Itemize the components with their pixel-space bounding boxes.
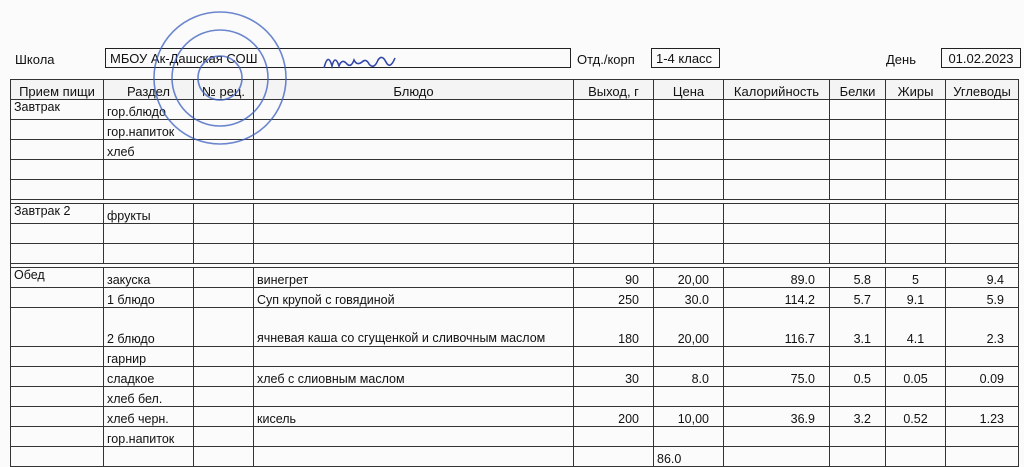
cell-price: 10,00: [654, 407, 724, 427]
col-header: Цена: [654, 80, 724, 100]
cell-meal: [11, 244, 104, 264]
table-row: [11, 427, 1019, 447]
cell-cal: 89.0: [724, 268, 830, 288]
cell-out: 250: [574, 288, 654, 308]
cell-rec: [194, 308, 254, 347]
cell-section: 1 блюдо: [104, 288, 194, 308]
cell-prot: 5.8: [830, 268, 886, 288]
cell-fat: 4.1: [886, 308, 946, 347]
cell-out: [574, 244, 654, 264]
cell-out: [574, 447, 654, 467]
cell-cal: 75.0: [724, 367, 830, 387]
cell-rec: [194, 204, 254, 224]
cell-rec: [194, 244, 254, 264]
cell-meal: [11, 160, 104, 180]
school-label: Школа: [15, 52, 55, 67]
cell-cal: [724, 347, 830, 367]
cell-dish: [254, 224, 574, 244]
cell-section: 2 блюдо: [104, 308, 194, 347]
cell-meal: [11, 447, 104, 467]
cell-prot: [830, 224, 886, 244]
cell-section: фрукты: [104, 204, 194, 224]
cell-meal: [11, 407, 104, 427]
cell-carb: [946, 347, 1019, 367]
cell-fat: [886, 427, 946, 447]
cell-meal: Завтрак: [11, 100, 104, 120]
cell-out: [574, 180, 654, 200]
cell-cal: 114.2: [724, 288, 830, 308]
table-row: [11, 308, 1019, 347]
cell-cal: 116.7: [724, 308, 830, 347]
cell-out: [574, 204, 654, 224]
cell-dish: [254, 120, 574, 140]
cell-fat: 5: [886, 268, 946, 288]
cell-rec: [194, 160, 254, 180]
cell-carb: [946, 100, 1019, 120]
cell-prot: [830, 160, 886, 180]
cell-carb: 9.4: [946, 268, 1019, 288]
cell-meal: Завтрак 2: [11, 204, 104, 224]
cell-out: 200: [574, 407, 654, 427]
cell-out: 90: [574, 268, 654, 288]
cell-out: [574, 387, 654, 407]
cell-dish: [254, 140, 574, 160]
cell-carb: 0.09: [946, 367, 1019, 387]
cell-meal: [11, 427, 104, 447]
cell-prot: 0.5: [830, 367, 886, 387]
cell-cal: [724, 244, 830, 264]
cell-dish: хлеб с слиовным маслом: [254, 367, 574, 387]
cell-meal: [11, 308, 104, 347]
cell-meal: [11, 140, 104, 160]
cell-carb: [946, 224, 1019, 244]
cell-rec: [194, 288, 254, 308]
table-row: [11, 160, 1019, 180]
cell-price: [654, 140, 724, 160]
cell-prot: [830, 427, 886, 447]
cell-fat: [886, 447, 946, 467]
cell-cal: [724, 387, 830, 407]
cell-meal: [11, 367, 104, 387]
cell-fat: [886, 224, 946, 244]
cell-prot: [830, 100, 886, 120]
cell-carb: 5.9: [946, 288, 1019, 308]
cell-dish: [254, 347, 574, 367]
cell-prot: [830, 140, 886, 160]
cell-price: [654, 427, 724, 447]
table-row: [11, 387, 1019, 407]
cell-rec: [194, 407, 254, 427]
cell-carb: [946, 427, 1019, 447]
cell-cal: [724, 447, 830, 467]
cell-dish: винегрет: [254, 268, 574, 288]
cell-section: гарнир: [104, 347, 194, 367]
cell-out: 30: [574, 367, 654, 387]
cell-price: [654, 387, 724, 407]
cell-cal: 36.9: [724, 407, 830, 427]
cell-fat: 9.1: [886, 288, 946, 308]
cell-carb: [946, 204, 1019, 224]
cell-fat: [886, 160, 946, 180]
cell-out: [574, 160, 654, 180]
cell-carb: [946, 160, 1019, 180]
cell-dish: [254, 180, 574, 200]
cell-meal: Обед: [11, 268, 104, 288]
cell-fat: [886, 204, 946, 224]
cell-prot: [830, 447, 886, 467]
cell-section: гор.блюдо: [104, 100, 194, 120]
cell-rec: [194, 387, 254, 407]
table-row: [11, 447, 1019, 467]
table-row: [11, 367, 1019, 387]
col-header: Выход, г: [574, 80, 654, 100]
cell-cal: [724, 140, 830, 160]
cell-fat: [886, 244, 946, 264]
cell-out: [574, 120, 654, 140]
signature: [322, 48, 397, 76]
cell-price: [654, 100, 724, 120]
cell-prot: [830, 347, 886, 367]
col-header: Раздел: [104, 80, 194, 100]
cell-cal: [724, 120, 830, 140]
cell-rec: [194, 180, 254, 200]
cell-carb: [946, 180, 1019, 200]
cell-prot: 3.1: [830, 308, 886, 347]
cell-prot: [830, 387, 886, 407]
cell-price: 86.0: [654, 447, 724, 467]
cell-rec: [194, 347, 254, 367]
cell-prot: [830, 180, 886, 200]
col-header: Калорийность: [724, 80, 830, 100]
cell-cal: [724, 160, 830, 180]
col-header: Жиры: [886, 80, 946, 100]
table-row: [11, 407, 1019, 427]
cell-out: [574, 100, 654, 120]
cell-out: [574, 347, 654, 367]
cell-section: [104, 244, 194, 264]
cell-dish: [254, 100, 574, 120]
table-row: [11, 268, 1019, 288]
cell-carb: [946, 447, 1019, 467]
cell-carb: [946, 120, 1019, 140]
cell-section: хлеб бел.: [104, 387, 194, 407]
cell-cal: [724, 100, 830, 120]
col-header: Блюдо: [254, 80, 574, 100]
cell-price: [654, 244, 724, 264]
cell-fat: [886, 387, 946, 407]
cell-section: гор.напиток: [104, 427, 194, 447]
cell-fat: [886, 180, 946, 200]
cell-cal: [724, 204, 830, 224]
cell-price: [654, 120, 724, 140]
dept-label: Отд./корп: [577, 52, 635, 67]
school-stamp: [150, 8, 290, 148]
table-row: [11, 204, 1019, 224]
cell-meal: [11, 120, 104, 140]
cell-carb: 1.23: [946, 407, 1019, 427]
cell-dish: [254, 160, 574, 180]
col-header: № рец.: [194, 80, 254, 100]
cell-section: закуска: [104, 268, 194, 288]
cell-section: гор.напиток: [104, 120, 194, 140]
cell-price: 20,00: [654, 308, 724, 347]
cell-fat: 0.52: [886, 407, 946, 427]
dept-field: [651, 48, 720, 68]
cell-price: [654, 180, 724, 200]
cell-price: 20,00: [654, 268, 724, 288]
cell-price: [654, 347, 724, 367]
cell-rec: [194, 224, 254, 244]
cell-fat: [886, 100, 946, 120]
cell-out: 180: [574, 308, 654, 347]
cell-carb: [946, 140, 1019, 160]
cell-out: [574, 427, 654, 447]
col-header: Углеводы: [946, 80, 1019, 100]
cell-section: хлеб черн.: [104, 407, 194, 427]
cell-section: [104, 224, 194, 244]
cell-prot: [830, 120, 886, 140]
cell-meal: [11, 347, 104, 367]
cell-dish: [254, 447, 574, 467]
table-row: [11, 224, 1019, 244]
cell-fat: [886, 140, 946, 160]
day-field: [941, 48, 1021, 68]
cell-carb: 2.3: [946, 308, 1019, 347]
cell-meal: [11, 387, 104, 407]
cell-price: [654, 204, 724, 224]
cell-section: [104, 180, 194, 200]
table-row: [11, 180, 1019, 200]
cell-prot: [830, 204, 886, 224]
cell-dish: [254, 244, 574, 264]
cell-section: сладкое: [104, 367, 194, 387]
cell-out: [574, 224, 654, 244]
cell-rec: [194, 268, 254, 288]
cell-rec: [194, 447, 254, 467]
table-row: [11, 347, 1019, 367]
cell-meal: [11, 180, 104, 200]
cell-price: 8.0: [654, 367, 724, 387]
table-row: [11, 244, 1019, 264]
day-value: 01.02.2023: [948, 51, 1014, 66]
cell-rec: [194, 367, 254, 387]
cell-cal: [724, 427, 830, 447]
cell-fat: 0.05: [886, 367, 946, 387]
cell-dish: кисель: [254, 407, 574, 427]
col-header: Прием пищи: [11, 80, 104, 100]
cell-meal: [11, 288, 104, 308]
cell-dish: Суп крупой с говядиной: [254, 288, 574, 308]
cell-dish: [254, 204, 574, 224]
table-row: [11, 288, 1019, 308]
cell-dish: [254, 427, 574, 447]
cell-rec: [194, 427, 254, 447]
col-header: Белки: [830, 80, 886, 100]
cell-dish: ячневая каша со сгущенкой и сливочным маслом: [254, 308, 574, 347]
cell-meal: [11, 224, 104, 244]
cell-section: [104, 160, 194, 180]
day-label: День: [886, 52, 916, 67]
dept-value: 1-4 класс: [656, 51, 713, 66]
cell-fat: [886, 347, 946, 367]
cell-dish: [254, 387, 574, 407]
cell-price: [654, 224, 724, 244]
cell-carb: [946, 387, 1019, 407]
cell-cal: [724, 224, 830, 244]
school-value: МБОУ Ак-Дашская СОШ: [110, 51, 258, 66]
cell-section: хлеб: [104, 140, 194, 160]
cell-out: [574, 140, 654, 160]
cell-prot: [830, 244, 886, 264]
cell-prot: 5.7: [830, 288, 886, 308]
cell-price: 30.0: [654, 288, 724, 308]
cell-carb: [946, 244, 1019, 264]
cell-price: [654, 160, 724, 180]
cell-section: [104, 447, 194, 467]
cell-fat: [886, 120, 946, 140]
cell-cal: [724, 180, 830, 200]
cell-prot: 3.2: [830, 407, 886, 427]
